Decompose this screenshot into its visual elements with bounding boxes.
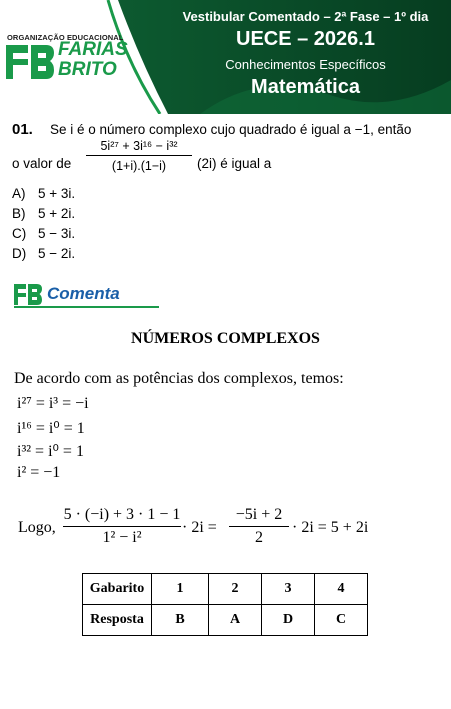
option-text: 5 + 3i. [38, 186, 76, 201]
org-label: ORGANIZAÇÃO EDUCACIONAL [7, 33, 124, 42]
answer-key-table [82, 573, 368, 636]
answer-cell: B [152, 605, 209, 636]
answer-cell: D [262, 605, 315, 636]
topic-heading: NÚMEROS COMPLEXOS [131, 330, 320, 347]
question-cell: 1 [152, 574, 209, 605]
option-b[interactable] [12, 206, 75, 221]
conclusion-fraction-2-denominator: 2 [255, 529, 263, 546]
header-exam: UECE – 2026.1 [236, 28, 375, 50]
table-row [83, 574, 368, 605]
option-a[interactable] [12, 186, 75, 201]
row-label-resposta: Resposta [83, 605, 152, 636]
page-header [0, 0, 451, 114]
question-number: 01. [12, 121, 33, 138]
option-text: 5 − 2i. [38, 246, 76, 261]
conclusion-middle: · 2i = [182, 519, 217, 536]
conclusion-fraction-2 [229, 506, 289, 547]
equation-1: i²⁷ = i³ = −i [17, 395, 89, 412]
option-letter: D) [12, 246, 27, 261]
option-text: 5 + 2i. [38, 206, 76, 221]
fraction-bar [229, 526, 289, 527]
question-fraction-numerator: 5i²⁷ + 3i¹⁶ − i³² [100, 139, 178, 153]
question-cell: 4 [315, 574, 368, 605]
option-d[interactable] [12, 246, 75, 261]
conclusion-fraction-1 [63, 506, 181, 547]
question-text-prefix: o valor de [12, 156, 72, 171]
equation-4: i² = −1 [17, 464, 61, 481]
comenta-label: Comenta [47, 284, 120, 303]
brand-name-line2: BRITO [58, 59, 117, 80]
question-text-line1: Se i é o número complexo cujo quadrado é igual a −1, então [50, 122, 412, 137]
question-fraction-denominator: (1+i).(1−i) [111, 159, 167, 173]
table-row [83, 605, 368, 636]
question-cell: 3 [262, 574, 315, 605]
fraction-bar [63, 526, 181, 527]
comenta-fb-icon [14, 284, 42, 305]
header-subject: Matemática [251, 76, 360, 98]
conclusion-result: · 2i = 5 + 2i [292, 519, 369, 536]
equation-2: i¹⁶ = i⁰ = 1 [17, 420, 85, 437]
comment-intro: De acordo com as potências dos complexos, temos: [14, 370, 344, 387]
option-letter: A) [12, 186, 26, 201]
answer-cell: A [209, 605, 262, 636]
option-letter: C) [12, 226, 27, 241]
row-label-gabarito: Gabarito [83, 574, 152, 605]
question-fraction [84, 139, 194, 173]
comenta-underline [14, 306, 159, 308]
farias-brito-logo-icon [6, 45, 54, 79]
option-c[interactable] [12, 226, 75, 241]
option-text: 5 − 3i. [38, 226, 76, 241]
conclusion-fraction-1-numerator: 5 · (−i) + 3 · 1 − 1 [63, 506, 181, 523]
comenta-logo [14, 284, 159, 308]
question-text-suffix: (2i) é igual a [197, 156, 272, 171]
conclusion-prefix: Logo, [18, 519, 56, 536]
conclusion-fraction-1-denominator: 1² − i² [102, 529, 142, 546]
conclusion-fraction-2-numerator: −5i + 2 [235, 506, 283, 523]
answer-cell: C [315, 605, 368, 636]
equation-3: i³² = i⁰ = 1 [17, 443, 84, 460]
header-title: Vestibular Comentado – 2ª Fase – 1º dia [182, 9, 429, 24]
question-cell: 2 [209, 574, 262, 605]
option-letter: B) [12, 206, 26, 221]
header-subtitle: Conhecimentos Específicos [225, 57, 386, 72]
brand-name-line1: FARIAS [58, 39, 128, 60]
